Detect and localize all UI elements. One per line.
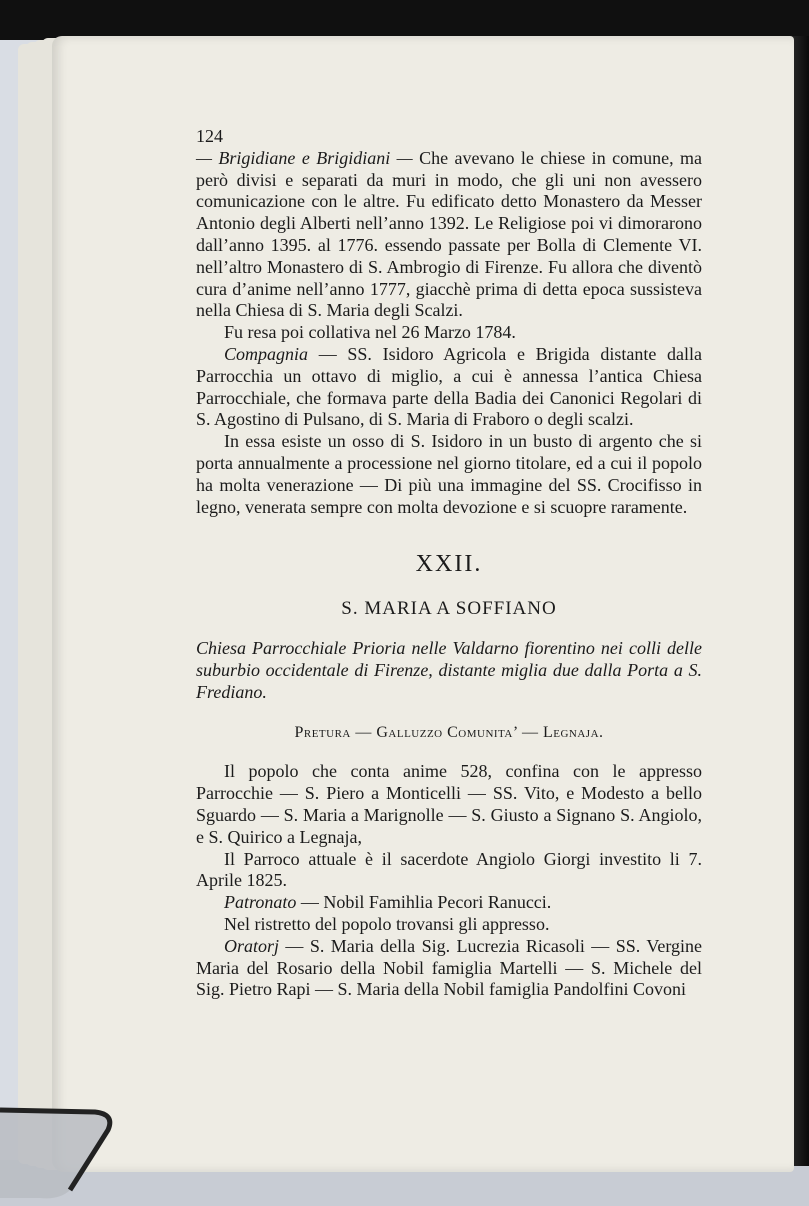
term-compagnia: Compagnia: [224, 343, 309, 364]
paragraph-compagnia: [196, 344, 702, 431]
section-title: S. MARIA A SOFFIANO: [341, 598, 557, 620]
page-number: 124: [196, 126, 223, 146]
term-oratorj: Oratorj: [224, 935, 280, 956]
text-brigidiane: Che avevano le chiese in comune, ma però divisi e separati da muri in modo, che gli uni non avessero comunicazione con le altre. Fu edificato detto Monastero da Messer Antonio degli Alberti nell’anno 1392. Le Religiose poi vi dimorarono dall’anno 1395. al 1776. essendo passate per Bolla di Clemente VI. nell’altro Monastero di S. Ambrogio di Firenze. Fu allora che diventò cura d’anime nell’anno 1777, giacchè prima di detta epoca sussisteva nella Chiesa di S. Maria degli Scalzi.: [196, 147, 702, 321]
text-oratorj: — S. Maria della Sig. Lucrezia Ricasoli — SS. Vergine Maria del Rosario della Nobil famiglia Martelli — S. Michele del Sig. Pietro Rapi — S. Maria della Nobil famiglia Pandolfini Covoni: [196, 935, 702, 1000]
paragraph-brigidiane: [196, 148, 702, 322]
page-text: [196, 126, 702, 1001]
paragraph-patronato: [196, 892, 702, 914]
text-compagnia: — SS. Isidoro Agricola e Brigida distante dalla Parrocchia un ottavo di miglio, a cui è annessa l’antica Chiesa Parrocchiale, che formava parte della Badia dei Canonici Regolari di S. Agostino di Pulsano, di S. Maria di Fraboro o degli scalzi.: [196, 343, 702, 430]
paragraph-osso: In essa esiste un osso di S. Isidoro in un busto di argento che si porta annualmente a processione nel giorno titolare, ed a cui il popolo ha molta venerazione — Di più una immagine del SS. Crocifisso in legno, venerata sempre con molta devozione e si scuopre raramente.: [196, 431, 702, 517]
term-brigidiane: — Brigidiane e Brigidiani —: [196, 147, 413, 168]
paragraph-parroco: Il Parroco attuale è il sacerdote Angiolo Giorgi investito li 7. Aprile 1825.: [196, 848, 702, 891]
spacer: [196, 743, 702, 761]
bookmark-clip-icon: [0, 1090, 120, 1200]
section-subtitle: Chiesa Parrocchiale Prioria nelle Valdarno fiorentino nei colli delle suburbio occidentale di Firenze, distante miglia due dalla Porta a S. Frediano.: [196, 638, 702, 702]
section-number: XXII.: [415, 551, 483, 578]
text-patronato: — Nobil Famihlia Pecori Ranucci.: [296, 892, 552, 913]
administrative-line: Pretura — Galluzzo Comunita’ — Legnaja.: [294, 723, 604, 741]
paragraph-oratorj: [196, 936, 702, 1001]
paragraph-ristretto: Nel ristretto del popolo trovansi gli appresso.: [224, 913, 550, 934]
paragraph-collativa: Fu resa poi collativa nel 26 Marzo 1784.: [224, 322, 516, 343]
term-patronato: Patronato: [224, 892, 297, 913]
paragraph-popolo: Il popolo che conta anime 528, confina con le appresso Parrocchie — S. Piero a Monticelli — SS. Vito, e Modesto a bello Sguardo — S. Maria a Marignolle — S. Giusto a Signano S. Angiolo, e S. Quirico a Legnaja,: [196, 761, 702, 847]
